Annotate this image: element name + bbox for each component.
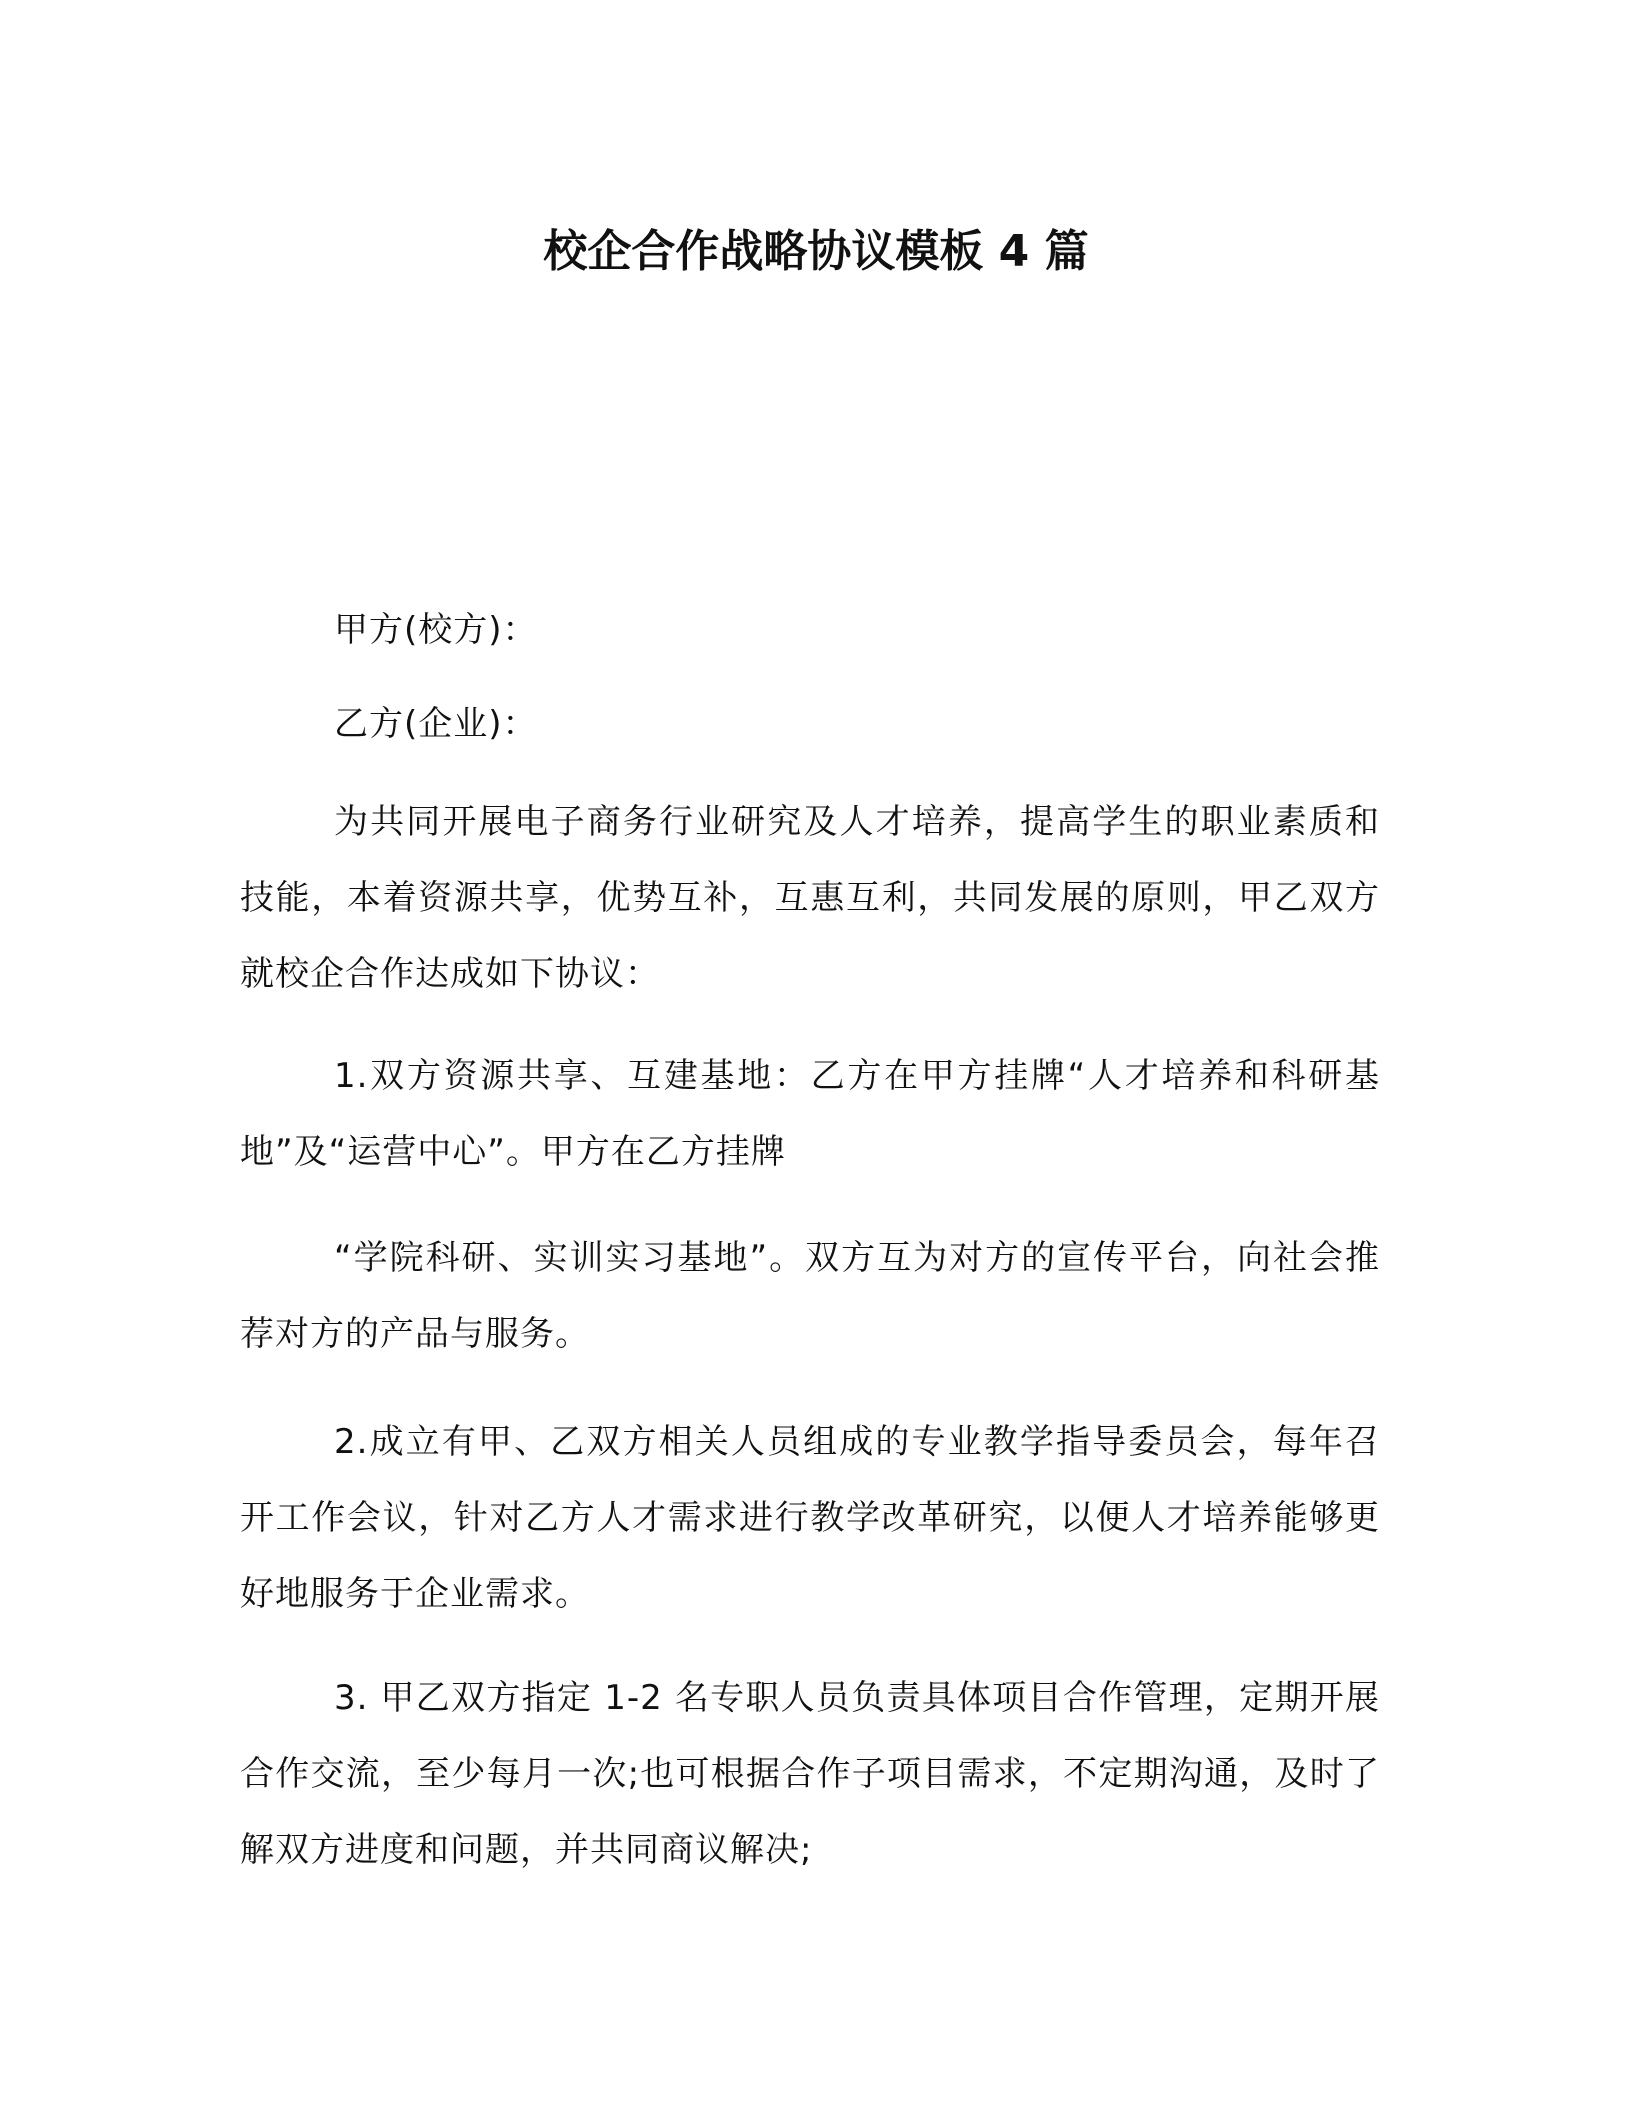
clause-3-paragraph: 3. 甲乙双方指定 1-2 名专职人员负责具体项目合作管理，定期开展合作交流，至少每月一次;也可根据合作子项目需求，不定期沟通，及时了解双方进度和问题，并共同商议解决; (240, 1678, 1380, 1870)
clause-1-paragraph: 1.双方资源共享、互建基地：乙方在甲方挂牌“人才培养和科研基地”及“运营中心”。甲方在乙方挂牌 (240, 1056, 1380, 1172)
clause-1-continuation: “学院科研、实训实习基地”。双方互为对方的宣传平台，向社会推荐对方的产品与服务。 (240, 1238, 1380, 1354)
document-title: 校企合作战略协议模板 4 篇 (543, 226, 1089, 277)
intro-paragraph: 为共同开展电子商务行业研究及人才培养，提高学生的职业素质和技能，本着资源共享，优势互补，互惠互利，共同发展的原则，甲乙双方就校企合作达成如下协议： (240, 802, 1380, 994)
party-a-line: 甲方(校方)： (334, 610, 538, 650)
party-b-line: 乙方(企业)： (334, 704, 538, 744)
clause-2-paragraph: 2.成立有甲、乙双方相关人员组成的专业教学指导委员会，每年召开工作会议，针对乙方人才需求进行教学改革研究，以便人才培养能够更好地服务于企业需求。 (240, 1422, 1380, 1614)
